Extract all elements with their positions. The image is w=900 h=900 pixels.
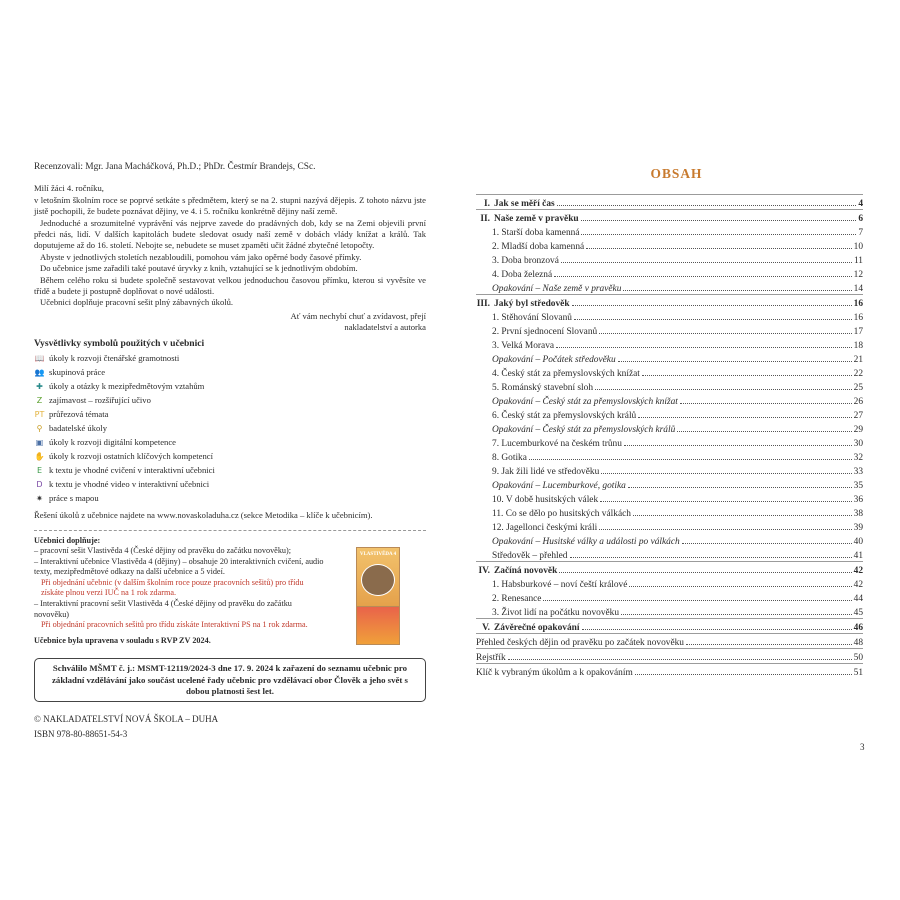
supplement-item: Při objednání pracovních sešitů pro třídu získáte Interaktivní PS na 1 rok zdarma. (41, 620, 308, 630)
toc-chapter-title: Začíná novověk (494, 566, 558, 576)
hand-icon: ✋ (34, 452, 45, 462)
toc-chapter-title: Jaký byl středověk (494, 299, 570, 309)
dot-leader (635, 674, 852, 675)
dot-leader (638, 417, 851, 418)
legend-list (34, 352, 426, 506)
intro-paragraph: Během celého roku si budete společně sestavovat velkou jednoduchou časovou přímku, kterou si vyvěsíte ve třídě a budete ji postupně doplňovat o nové události. (34, 274, 426, 297)
dot-leader (557, 205, 857, 206)
toc-entry-title: Opakování – Lucemburkové, gotika (492, 481, 626, 491)
legend-item-label: k textu je vhodné cvičení v interaktivní učebnici (49, 465, 215, 476)
pt-badge-icon: PT (34, 410, 45, 420)
toc-entry-title: 3. Doba bronzová (492, 256, 559, 266)
supplement-item: – Interaktivní pracovní sešit Vlastivěda 4 (České dějiny od pravěku do začátku novověku) (34, 599, 292, 619)
dot-leader (621, 614, 852, 615)
toc-entry-title: 5. Románský stavební sloh (492, 383, 594, 393)
dot-leader (682, 543, 852, 544)
dot-leader (581, 234, 856, 235)
dot-leader (600, 501, 851, 502)
e-letter-icon: E (36, 466, 43, 476)
toc-row (476, 323, 863, 337)
toc-entry-title: 1. Habsburkové – noví čeští králové (492, 580, 628, 590)
toc-page-number: 25 (853, 383, 863, 393)
intro-paragraph: Jednoduché a srozumitelné vyprávění vás nejprve zavede do pradávných dob, kdy se na Zemi objevili první předci nás, lidí. V dalších kapitolách budete sledovat osudy naší země v dobách vlády knížat a králů. Tak doputujeme až do 16. století. Nebojte se, nebudete se muset zpaměti učit žádné zbytečné letopočty. (34, 217, 426, 251)
toc-page-number: 45 (853, 608, 863, 618)
compass-icon: ✷ (36, 494, 43, 504)
legend-item (34, 366, 426, 380)
toc-entry-title: Opakování – Český stát za přemyslovských králů (492, 425, 676, 435)
toc-row (476, 604, 863, 618)
toc-chapter-title: Jak se měří čas (494, 199, 555, 209)
dot-leader (554, 276, 852, 277)
toc-entry-title: Přehled českých dějin od pravěku po začátek novověku (476, 638, 684, 648)
toc-entry-title: 2. Mladší doba kamenná (492, 242, 585, 252)
toc-entry-title: 1. Stěhování Slovanů (492, 313, 572, 323)
dot-leader (561, 262, 852, 263)
legend-item (34, 478, 426, 492)
toc-chapter-number: I. (484, 199, 490, 209)
dot-leader (582, 629, 852, 630)
legend-item-label: skupinová práce (49, 367, 106, 378)
cover-title: VLASTIVĚDA 4 (359, 551, 397, 557)
intro-text (34, 183, 426, 308)
toc-row (476, 393, 863, 407)
toc-chapter-number: V. (482, 623, 490, 633)
legend-item-label: úkoly k rozvoji ostatních klíčových kompetencí (49, 451, 213, 462)
legend-item (34, 380, 426, 394)
toc-entry-title: Opakování – Český stát za přemyslovských knížat (492, 397, 678, 407)
signature-line-2: nakladatelství a autorka (344, 322, 426, 333)
legend-item-label: badatelské úkoly (49, 423, 107, 434)
dot-leader (642, 375, 852, 376)
toc-row (476, 648, 863, 663)
toc-page-number: 29 (853, 425, 863, 435)
page-number: 3 (860, 742, 865, 752)
toc-row (476, 449, 863, 463)
toc-row (476, 337, 863, 351)
rvp-note: Učebnice byla upravena v souladu s RVP ZV 2024. (34, 635, 211, 645)
dot-leader (618, 361, 852, 362)
legend-title: Vysvětlivky symbolů použitých v učebnici (34, 337, 205, 349)
legend-item-label: průřezová témata (49, 409, 109, 420)
toc-row (476, 266, 863, 280)
dot-leader (686, 644, 852, 645)
toc-entry-title: Středověk – přehled (492, 551, 568, 561)
dot-leader (599, 529, 851, 530)
toc-page-number: 11 (853, 256, 863, 266)
dot-leader (572, 305, 852, 306)
toc-page-number: 33 (853, 467, 863, 477)
legend-item-label: práce s mapou (49, 493, 99, 504)
toc-list (476, 194, 863, 678)
dot-leader (629, 586, 851, 587)
dot-leader (581, 220, 857, 221)
toc-entry-title: Rejstřík (476, 653, 506, 663)
toc-row (476, 590, 863, 604)
toc-row (476, 618, 863, 633)
intro-paragraph: Abyste v jednotlivých stoletích nezabloudili, pomohou vám jako opěrné body časové přímky. (40, 251, 362, 262)
z-letter-icon: Z (36, 396, 43, 406)
dot-leader (601, 473, 851, 474)
toc-row (476, 224, 863, 238)
left-page (34, 162, 426, 741)
toc-page-number: 16 (853, 299, 863, 309)
toc-entry-title: 3. Život lidí na počátku novověku (492, 608, 620, 618)
supplement-box (34, 530, 426, 647)
toc-page-number: 30 (853, 439, 863, 449)
isbn-line: ISBN 978-80-88651-54-3 (34, 728, 128, 739)
book-icon: 📖 (34, 354, 45, 364)
reviewers-line: Recenzovali: Mgr. Jana Macháčková, Ph.D.; PhDr. Čestmír Brandejs, CSc. (34, 162, 316, 172)
toc-row (476, 463, 863, 477)
legend-item-label: k textu je vhodné video v interaktivní učebnici (49, 479, 210, 490)
toc-page-number: 42 (853, 580, 863, 590)
toc-page-number: 41 (853, 551, 863, 561)
toc-row (476, 309, 863, 323)
toc-row (476, 407, 863, 421)
toc-page-number: 16 (853, 313, 863, 323)
toc-row (476, 547, 863, 561)
toc-entry-title: 7. Lucemburkové na českém trůnu (492, 439, 622, 449)
intro-paragraph: v letošním školním roce se poprvé setkáte s předmětem, který se na 2. stupni nazývá dějepis. Z tohoto názvu jste jistě pochopili, že budete poznávat dějiny, ve 4. i 5. ročníku konkrétně dějiny naší země. (34, 194, 426, 217)
toc-row (476, 379, 863, 393)
dot-leader (543, 600, 851, 601)
dot-leader (529, 459, 852, 460)
dot-leader (623, 290, 851, 291)
toc-entry-title: 4. Český stát za přemyslovských knížat (492, 369, 640, 379)
toc-entry-title: 3. Velká Morava (492, 341, 555, 351)
toc-row (476, 209, 863, 224)
toc-row (476, 561, 863, 576)
supplement-title: Učebnici doplňuje: (34, 535, 101, 545)
toc-page-number: 22 (853, 369, 863, 379)
toc-entry-title: 11. Co se dělo po husitských válkách (492, 509, 631, 519)
magnifier-icon: ⚲ (36, 424, 43, 434)
toc-entry-title: Opakování – Naše země v pravěku (492, 284, 622, 294)
legend-item (34, 450, 426, 464)
toc-row (476, 663, 863, 678)
toc-row (476, 477, 863, 491)
toc-row (476, 421, 863, 435)
toc-entry-title: Klíč k vybraným úkolům a k opakováním (476, 668, 633, 678)
toc-entry-title: Opakování – Počátek středověku (492, 355, 616, 365)
intro-paragraph: Učebnici doplňuje pracovní sešit plný zábavných úkolů. (40, 297, 234, 308)
legend-item (34, 352, 426, 366)
toc-chapter-number: II. (480, 214, 490, 224)
dot-leader (586, 248, 851, 249)
table-of-contents (476, 166, 863, 678)
cover-illustration (361, 564, 395, 596)
legend-item-label: úkoly k rozvoji čtenářské gramotnosti (49, 353, 180, 364)
legend-item-label: úkoly k rozvoji digitální kompetence (49, 437, 176, 448)
dot-leader (624, 445, 852, 446)
legend-item-label: úkoly a otázky k mezipředmětovým vztahům (49, 381, 205, 392)
toc-row (476, 238, 863, 252)
toc-row (476, 633, 863, 648)
toc-page-number: 44 (853, 594, 863, 604)
signature-line-1: Ať vám nechybí chuť a zvídavost, přejí (290, 310, 426, 321)
toc-row (476, 576, 863, 590)
toc-row (476, 294, 863, 309)
toc-page-number: 6 (858, 214, 863, 224)
legend-item (34, 436, 426, 450)
puzzle-icon: ✚ (36, 382, 43, 392)
supplement-item: – Interaktivní učebnice Vlastivěda 4 (dějiny) – obsahuje 20 interaktivních cvičení, audio texty, mezipředmětové odkazy na další učebnice a 5 videí. (34, 556, 324, 577)
solutions-note: Řešení úkolů z učebnice najdete na www.novaskoladuha.cz (sekce Metodika – klíče k učebnicím). (34, 510, 373, 521)
toc-chapter-number: IV. (478, 566, 490, 576)
toc-page-number: 42 (853, 566, 863, 576)
toc-chapter-title: Naše země v pravěku (494, 214, 579, 224)
d-letter-icon: D (36, 480, 43, 490)
supplement-list (34, 546, 326, 631)
supplement-item: Při objednání učebnic (v dalším školním roce pouze pracovních sešitů) pro třídu získáte plnou verzi IUČ na 1 rok zdarma. (41, 577, 304, 598)
toc-page-number: 26 (853, 397, 863, 407)
legend-item (34, 492, 426, 506)
toc-page-number: 4 (858, 199, 863, 209)
legend-item-label: zajímavost – rozšiřující učivo (49, 395, 151, 406)
toc-entry-title: 4. Doba železná (492, 270, 553, 280)
toc-page-number: 7 (858, 228, 863, 238)
dot-leader (559, 572, 851, 573)
toc-page-number: 32 (853, 453, 863, 463)
toc-chapter-title: Závěrečné opakování (494, 623, 580, 633)
dot-leader (633, 515, 852, 516)
toc-page-number: 40 (853, 537, 863, 547)
toc-page-number: 21 (853, 355, 863, 365)
toc-entry-title: 8. Gotika (492, 453, 527, 463)
dot-leader (570, 557, 852, 558)
toc-entry-title: 10. V době husitských válek (492, 495, 599, 505)
toc-page-number: 46 (853, 623, 863, 633)
dot-leader (508, 659, 852, 660)
approval-stamp: Schválilo MŠMT č. j.: MSMT-12119/2024-3 dne 17. 9. 2024 k zařazení do seznamu učebnic pro základní vzdělávání jako součást ucelené řady učebnic pro vzdělávací obor Člověk a jeho svět s dobou platnosti šest let. (34, 658, 426, 702)
toc-entry-title: 2. Renesance (492, 594, 542, 604)
toc-row (476, 505, 863, 519)
signature (34, 311, 426, 334)
legend-item (34, 464, 426, 478)
toc-page-number: 18 (853, 341, 863, 351)
workbook-cover-image (356, 606, 400, 645)
toc-page-number: 35 (853, 481, 863, 491)
toc-page-number: 12 (853, 270, 863, 280)
toc-entry-title: 1. Starší doba kamenná (492, 228, 580, 238)
toc-row (476, 491, 863, 505)
toc-row (476, 533, 863, 547)
toc-page-number: 27 (853, 411, 863, 421)
toc-title: OBSAH (650, 166, 703, 181)
toc-row (476, 252, 863, 266)
intro-paragraph: Milí žáci 4. ročníku, (34, 183, 104, 194)
legend-item (34, 408, 426, 422)
toc-page-number: 50 (853, 653, 863, 663)
legend-item (34, 394, 426, 408)
toc-page-number: 14 (853, 284, 863, 294)
toc-page-number: 38 (853, 509, 863, 519)
toc-entry-title: 6. Český stát za přemyslovských králů (492, 411, 637, 421)
toc-page-number: 39 (853, 523, 863, 533)
toc-chapter-number: III. (476, 299, 490, 309)
toc-page-number: 48 (853, 638, 863, 648)
computer-icon: ▣ (35, 438, 44, 448)
intro-paragraph: Do učebnice jsme zařadili také poutavé úryvky z knih, vztahující se k jednotlivým obdobím. (40, 263, 358, 274)
legend-item (34, 422, 426, 436)
dot-leader (574, 319, 852, 320)
dot-leader (677, 431, 851, 432)
dot-leader (628, 487, 852, 488)
toc-row (476, 365, 863, 379)
dot-leader (680, 403, 852, 404)
group-icon: 👥 (34, 368, 45, 378)
textbook-cover-image (356, 547, 400, 609)
imprint (34, 712, 426, 741)
supplement-item: – pracovní sešit Vlastivěda 4 (České dějiny od pravěku do začátku novověku); (34, 546, 292, 556)
toc-entry-title: 12. Jagellonci českými králi (492, 523, 598, 533)
toc-page-number: 51 (853, 668, 863, 678)
toc-row (476, 280, 863, 294)
toc-entry-title: 9. Jak žili lidé ve středověku (492, 467, 600, 477)
copyright-line: © NAKLADATELSTVÍ NOVÁ ŠKOLA – DUHA (34, 714, 219, 725)
toc-page-number: 36 (853, 495, 863, 505)
toc-entry-title: Opakování – Husitské války a události po válkách (492, 537, 680, 547)
toc-row (476, 519, 863, 533)
dot-leader (556, 347, 852, 348)
dot-leader (595, 389, 852, 390)
toc-row (476, 194, 863, 209)
dot-leader (599, 333, 851, 334)
toc-page-number: 17 (853, 327, 863, 337)
toc-entry-title: 2. První sjednocení Slovanů (492, 327, 598, 337)
toc-page-number: 10 (853, 242, 863, 252)
toc-row (476, 435, 863, 449)
toc-row (476, 351, 863, 365)
